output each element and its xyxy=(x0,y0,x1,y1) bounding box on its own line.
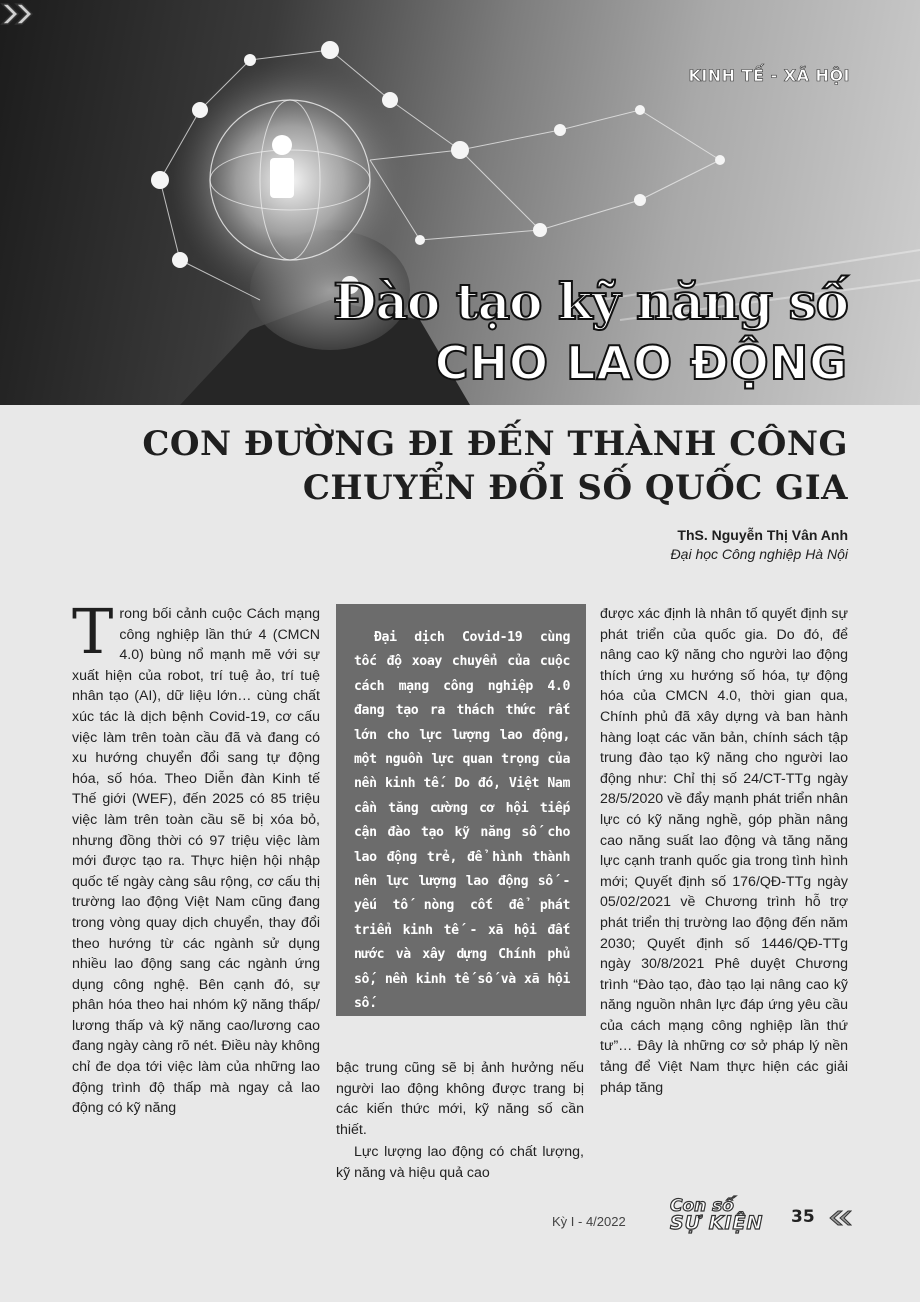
pull-quote-text: Đại dịch Covid-19 cùng tốc độ xoay chuyển của cuộc cách mạng công nghiệp 4.0 đang tạo ra thách thức rất lớn cho lực lượng lao động, một nguồn lực quan trọng của nền kinh tế. Do đó, Việt Nam cần tăng cường cơ hội tiếp cận đào tạo kỹ năng số cho lao động trẻ, để hình thành nên lực lượng lao động số - yếu tố nòng cốt để phát triển kinh tế - xã hội đất nước và xây dựng Chính phủ số, nền kinh tế số và xã hội số. xyxy=(354,630,570,1012)
article-title-line2: CHO LAO ĐỘNG xyxy=(434,336,848,390)
dropcap: T xyxy=(72,595,114,668)
author-affiliation: Đại học Công nghiệp Hà Nội xyxy=(670,546,848,562)
double-chevron-left-icon xyxy=(826,1209,852,1227)
column-2-text-1: bậc trung cũng sẽ bị ảnh hưởng nếu người lao động không được trang bị các kiến thức mới, kỹ năng số cần thiết. xyxy=(336,1060,584,1138)
magazine-logo-line2: SỰ KIỆN xyxy=(670,1212,764,1234)
column-3-text: được xác định là nhân tố quyết định sự phát triển của quốc gia. Do đó, để nâng cao kỹ năng cho người lao động thích ứng xu hướng số hóa, tự động hóa của CMCN 4.0, thời gian qua, Chính phủ đã xây dựng và ban hành hàng loạt các văn bản, chính sách tập trung đào tạo kỹ năng cho người lao động như: Chỉ thị số 24/CT-TTg ngày 28/5/2020 về đẩy mạnh phát triển nhân lực có kỹ năng nghề, góp phần nâng cao năng suất lao động và tăng năng lực cạnh tranh quốc gia trong tình hình mới; Quyết định số 176/QĐ-TTg ngày 05/02/2021 về Chương trình hỗ trợ phát triển thị trường lao động đến năm 2030; Quyết định số 1446/QĐ-TTg ngày 30/8/2021 Phê duyệt Chương trình “Đào tạo, đào tạo lại nâng cao kỹ năng nguồn nhân lực đáp ứng yêu cầu của cách mạng công nghiệp lần thứ tư”… Đây là những cơ sở pháp lý nền tảng để Việt Nam thực hiện các giải pháp tăng xyxy=(600,606,848,1096)
subtitle-line2: CHUYỂN ĐỔI SỐ QUỐC GIA xyxy=(302,468,848,508)
page-number: 35 xyxy=(791,1207,815,1227)
pull-quote-box xyxy=(336,604,586,1016)
subtitle-line1: CON ĐƯỜNG ĐI ĐẾN THÀNH CÔNG xyxy=(142,424,848,464)
issue-label: Kỳ I - 4/2022 xyxy=(552,1214,626,1229)
magazine-logo-line1: Con số xyxy=(670,1196,734,1216)
double-chevron-right-icon xyxy=(0,0,36,28)
article-column-3 xyxy=(600,604,848,1098)
magazine-logo xyxy=(670,1196,782,1234)
hero-image xyxy=(0,0,920,405)
section-label: KINH TẾ - XÃ HỘI xyxy=(688,66,850,85)
article-column-2 xyxy=(336,1058,584,1184)
column-1-text: rong bối cảnh cuộc Cách mạng công nghiệp lần thứ 4 (CMCN 4.0) bùng nổ mạnh mẽ với sự xuất hiện của robot, trí tuệ ảo, trí tuệ nhân tạo (AI), dữ liệu lớn… cùng chất xúc tác là dịch bệnh Covid-19, cơ cấu việc làm trên toàn cầu đã và đang có xu hướng chuyển đổi sang tự động hóa, số hóa. Theo Diễn đàn Kinh tế Thế giới (WEF), đến 2025 có 85 triệu việc làm trên toàn cầu sẽ bị xóa bỏ, nhưng đồng thời có 97 triệu việc làm mới được tạo ra. Thực hiện hội nhập quốc tế ngày càng sâu rộng, cơ cấu thị trường lao động Việt Nam cũng đang trong vòng quay dịch chuyển, thay đổi theo hướng từ các ngành sử dụng nhiều lao động sang các ngành ứng dụng công nghệ. Bên cạnh đó, sự phân hóa theo hai nhóm kỹ năng thấp/ lương thấp và kỹ năng cao/lương cao đang ngày càng rõ nét. Điều này không chỉ đe dọa tới việc làm của những lao động trình độ thấp mà ngay cả lao động có kỹ năng xyxy=(72,606,320,1117)
column-2-text-2: Lực lượng lao động có chất lượng, kỹ năng và hiệu quả cao xyxy=(336,1144,584,1181)
article-title-line1: Đào tạo kỹ năng số xyxy=(332,272,848,331)
author-name: ThS. Nguyễn Thị Vân Anh xyxy=(677,527,848,543)
article-column-1 xyxy=(72,595,320,1119)
